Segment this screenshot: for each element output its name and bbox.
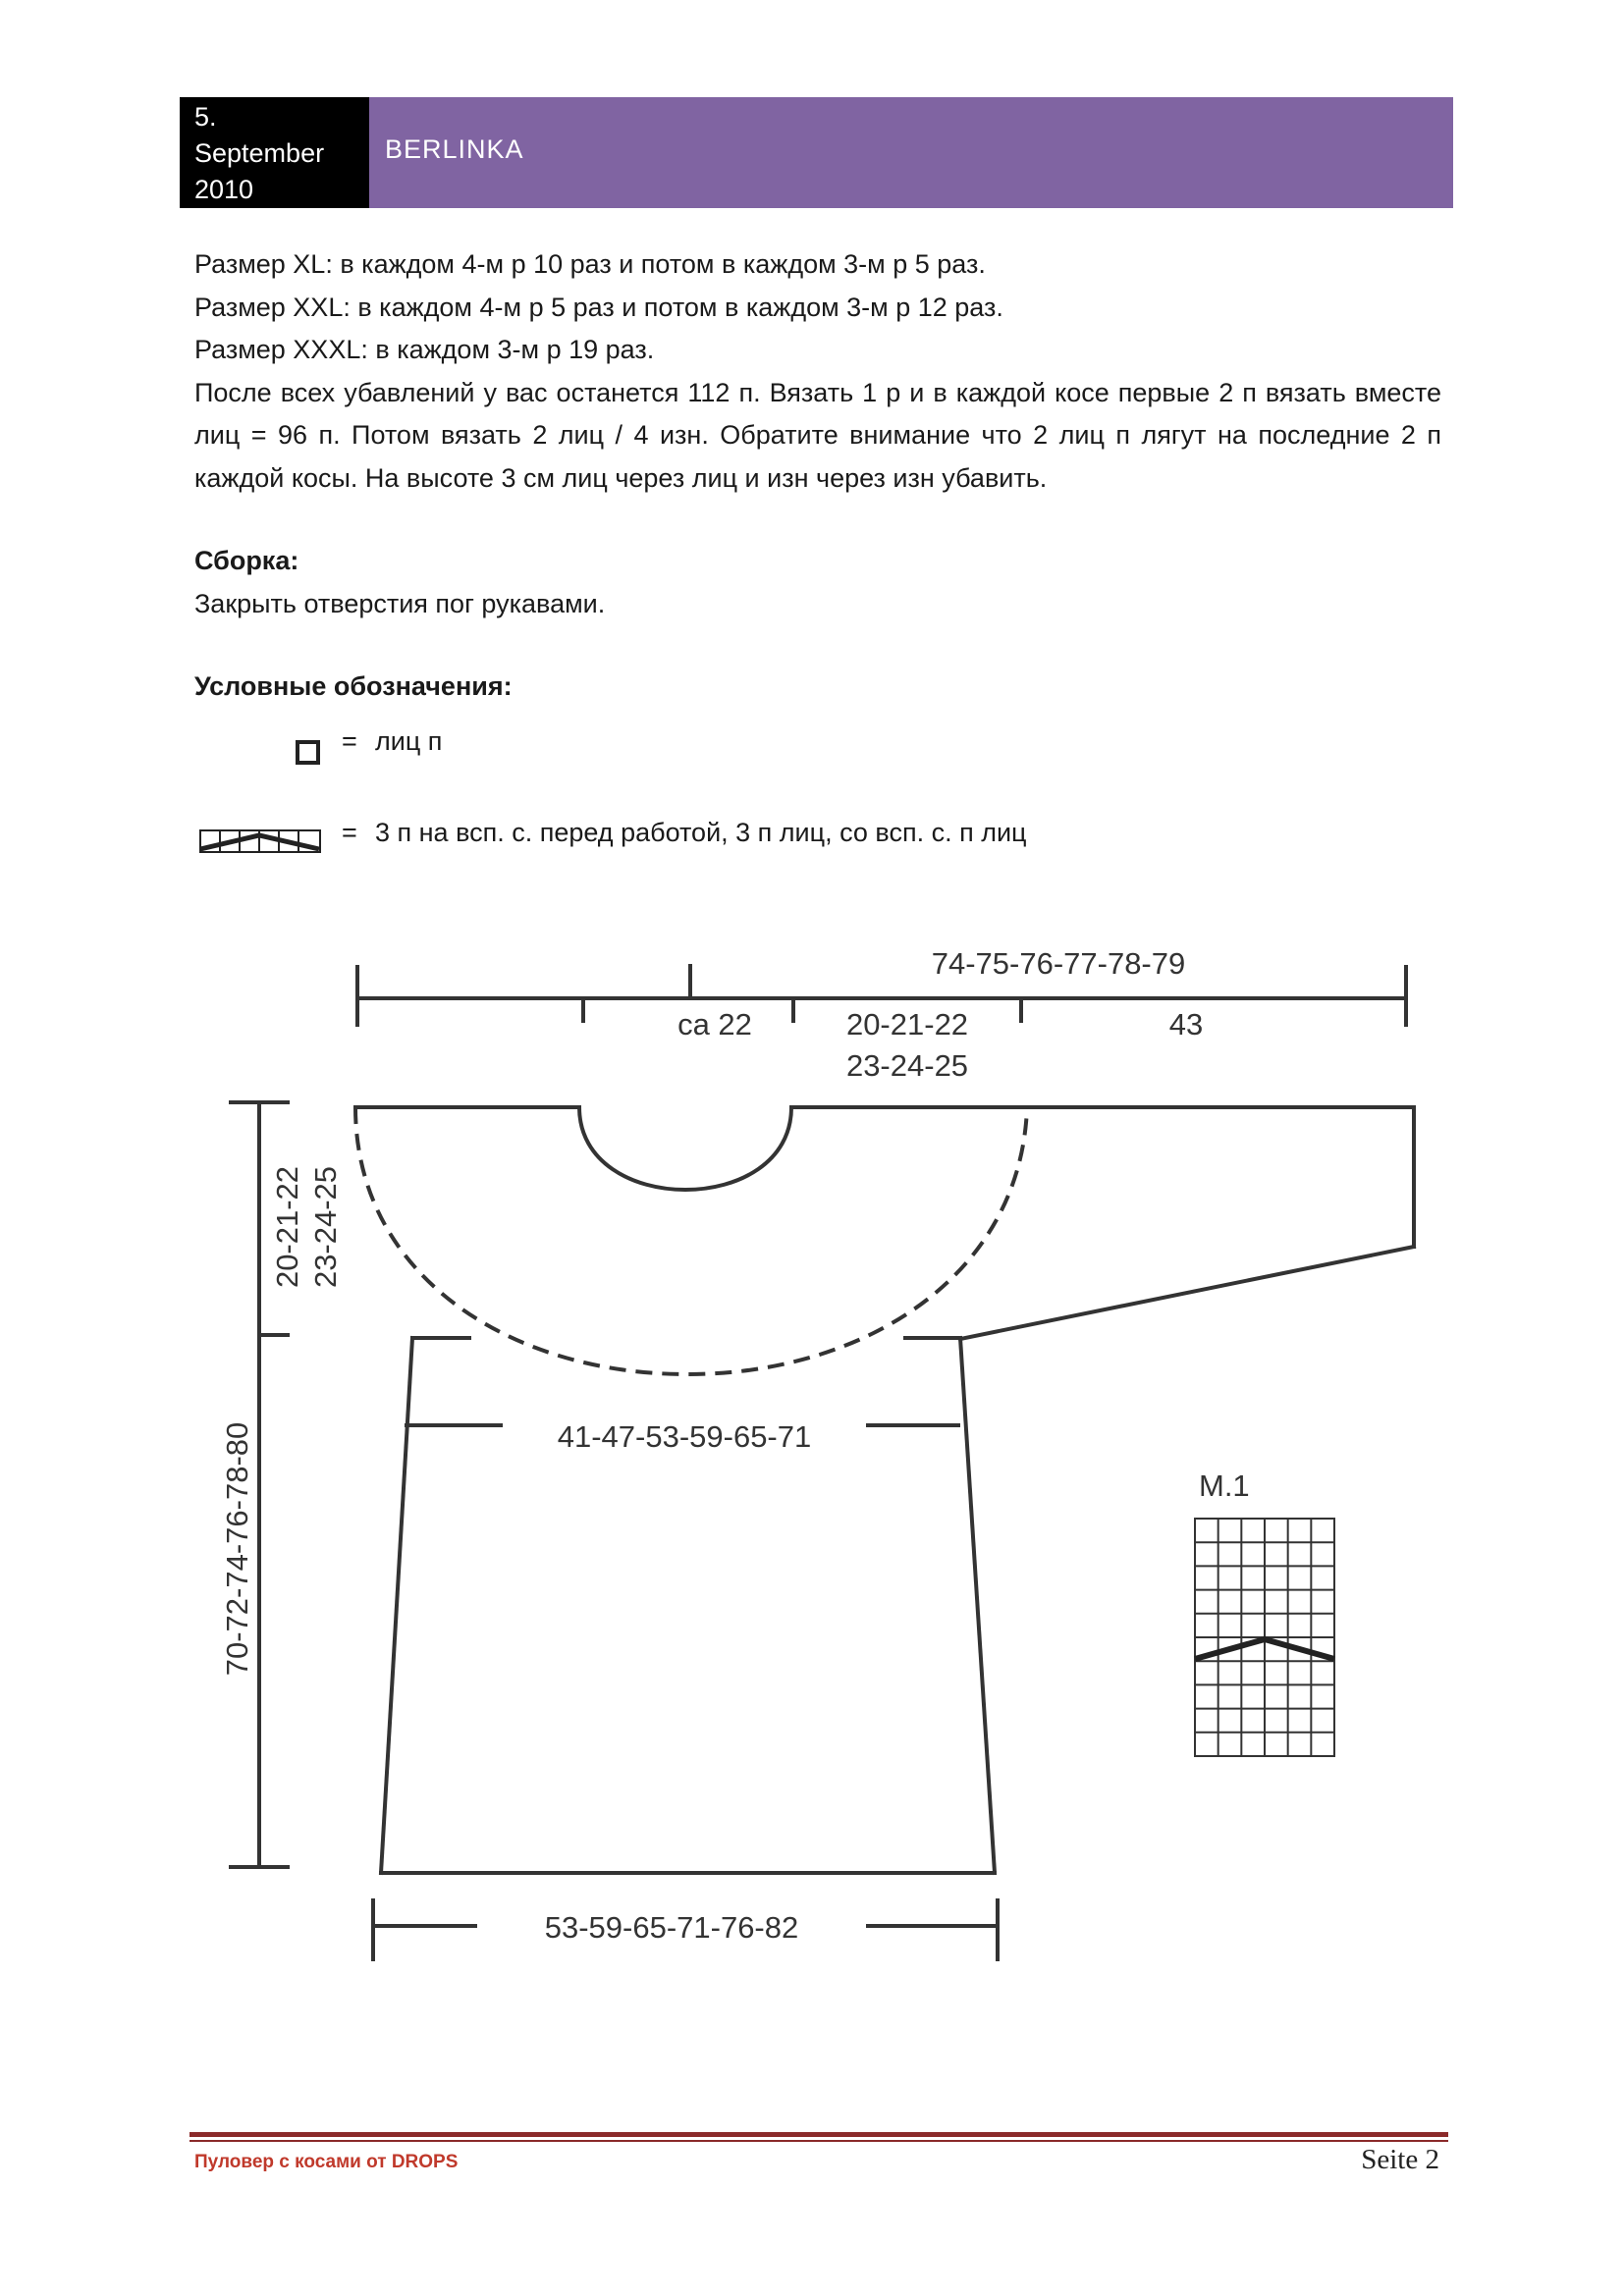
header-date-year: 2010 [194, 175, 254, 204]
label-shoulder-1: 20-21-22 [845, 1007, 969, 1041]
label-top-total: 74-75-76-77-78-79 [931, 946, 1186, 981]
label-hem: 53-59-65-71-76-82 [544, 1910, 799, 1945]
paragraph-xxl: Размер XXL: в каждом 4-м р 5 раз и потом в каждом 3-м р 12 раз. [194, 292, 1003, 322]
chart-label: M.1 [1199, 1468, 1250, 1503]
paragraph-xl: Размер XL: в каждом 4-м р 10 раз и потом в каждом 3-м р 5 раз. [194, 249, 986, 279]
legend-heading: Условные обозначения: [194, 671, 513, 701]
label-yoke-2: 23-24-25 [308, 1165, 343, 1289]
label-length: 70-72-74-76-78-80 [220, 1421, 254, 1677]
paragraph-xxxl: Размер XXXL: в каждом 3-м р 19 раз. [194, 335, 655, 364]
header-title: BERLINKA [385, 134, 524, 164]
legend-eq: = [342, 726, 357, 756]
footer-title: Пуловер с косами от DROPS [194, 2152, 459, 2172]
header-date-month: September [194, 138, 325, 168]
label-neck: ca 22 [677, 1007, 752, 1041]
page-number: Seite 2 [1361, 2144, 1439, 2175]
header-date-day: 5. [194, 102, 217, 132]
assembly-text: Закрыть отверстия пог рукавами. [194, 588, 606, 618]
footer-rule-thin [189, 2140, 1448, 2142]
label-shoulder-2: 23-24-25 [845, 1048, 969, 1083]
legend-eq: = [342, 818, 357, 847]
label-chest: 41-47-53-59-65-71 [557, 1419, 812, 1454]
footer-rule [189, 2132, 1448, 2137]
label-sleeve: 43 [1168, 1007, 1204, 1041]
legend-text: 3 п на всп. с. перед работой, 3 п лиц, со всп. с. п лиц [375, 818, 1027, 847]
legend-text: лиц п [375, 726, 443, 756]
paragraph-after-decrease: После всех убавлений у вас останется 112 п. Вязать 1 р и в каждой косе первые 2 п вязать вместе лиц = 96 п. Потом вязать 2 лиц / 4 изн. Обратите внимание что 2 лиц п лягут на последние 2 п каждой косы. На высоте 3 см лиц через лиц и изн через изн убавить. [194, 377, 1441, 493]
label-yoke-1: 20-21-22 [270, 1165, 304, 1289]
assembly-heading: Сборка: [194, 546, 299, 575]
